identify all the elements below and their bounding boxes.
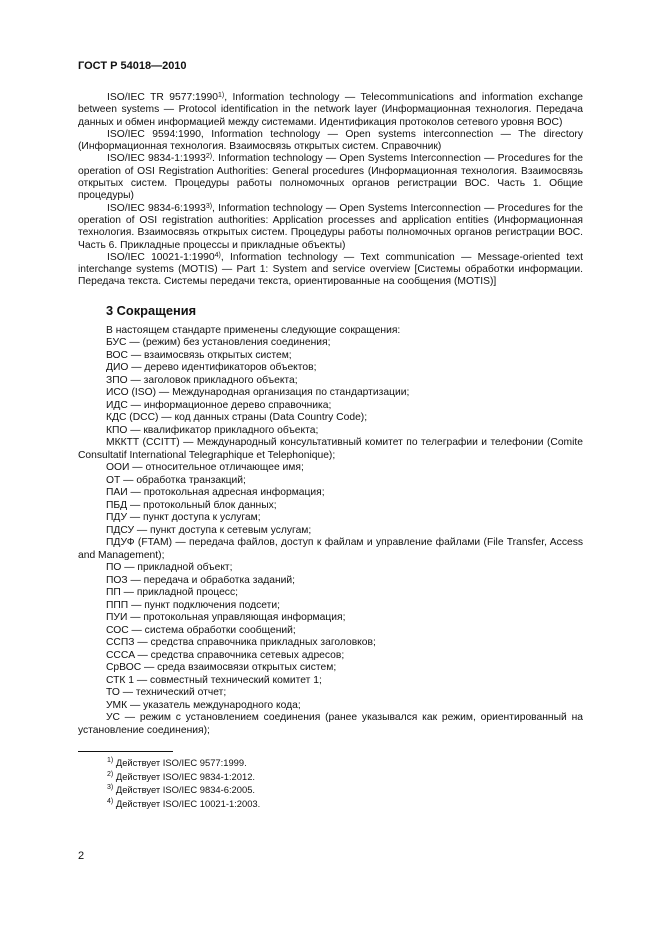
abbreviation-item: ПБД — протокольный блок данных; <box>106 499 277 511</box>
abbreviation-item: ПО — прикладной объект; <box>106 562 233 574</box>
abbreviation-item: ППП — пункт подключения подсети; <box>106 599 280 611</box>
abbreviation-item: СТК 1 — совместный технический комитет 1; <box>106 674 322 686</box>
abbreviation-item: ИСО (ISO) — Международная организация по стандартизации; <box>106 387 410 399</box>
abbreviation-item: ПП — прикладной процесс; <box>106 587 238 599</box>
abbreviation-item: БУС — (режим) без установления соединения; <box>106 337 331 349</box>
abbreviation-item: ДИО — дерево идентификаторов объектов; <box>106 362 317 374</box>
abbreviation-item: ЗПО — заголовок прикладного объекта; <box>106 374 298 386</box>
abbreviation-item: ССCA — средства справочника сетевых адресов; <box>106 649 345 661</box>
reference-item: ISO/IEC 9594:1990, Information technology — Open systems interconnection — The directory (Информационная технология. Взаимосвязь открытых систем. Справочник) <box>78 128 583 153</box>
reference-item: ISO/IEC 9834-1:1993$^{2)}$. Information technology — Open Systems Interconnection — Procedures for the operation of OSI Registration Authorities: General procedures (Информационная технология. Взаимосвязь открытых систем. Процедуры работы полномочных органов регистрации ВОС. Часть 1. Общие процедуры) <box>78 153 583 202</box>
reference-item: ISO/IEC 10021-1:1990$^{4)}$, Information technology — Text communication — Message-oriented text interchange systems (MOTIS) — Part 1: System and service overview [Системы обработки информации. Передача текста. Системы передачи текста, ориентированные на сообщения (MOTIS)] <box>78 251 583 288</box>
abbreviation-item: ОТ — обработка транзакций; <box>106 474 246 486</box>
page-content <box>78 92 583 811</box>
abbreviation-item: УС — режим с установлением соединения (ранее указывался как режим, ориентированный на установление соединения); <box>78 712 583 736</box>
abbreviation-item: МККТТ (CCITT) — Международный консультативный комитет по телеграфии и телефонии (Comite Consultatif International Telegraphique et Telephonique); <box>78 437 583 461</box>
abbreviation-item: СОС — система обработки сообщений; <box>106 624 296 636</box>
footnote-item: $^{4)}$ Действует ISO/IEC 10021-1:2003. <box>107 798 261 810</box>
abbreviations-intro: В настоящем стандарте применены следующие сокращения: <box>106 324 401 336</box>
section-title: 3 Сокращения <box>106 302 197 318</box>
abbreviation-item: ПОЗ — передача и обработка заданий; <box>106 574 295 586</box>
abbreviation-item: ООИ — относительное отличающее имя; <box>106 462 304 474</box>
abbreviation-item: ИДС — информационное дерево справочника; <box>106 399 332 411</box>
reference-item: ISO/IEC 9834-6:1993$^{3)}$, Information technology — Open Systems Interconnection — Procedures for the operation of OSI registration authorities: Application processes and application entities (Информационная технология. Взаимосвязь открытых систем. Процедуры работы полномочных органов регистрации ВОС. Часть 6. Прикладные процессы и прикладные объекты) <box>78 202 583 251</box>
abbreviations-list <box>78 325 583 738</box>
abbreviation-item: ПДУФ (FTAM) — передача файлов, доступ к файлам и управление файлами (File Transfer, Access and Management); <box>78 537 583 561</box>
abbreviation-item: КПО — квалификатор прикладного объекта; <box>106 424 319 436</box>
abbreviation-item: СрВОС — среда взаимосвязи открытых систем; <box>106 662 337 674</box>
abbreviation-item: ПДУ — пункт доступа к услугам; <box>106 512 261 524</box>
document-header: ГОСТ Р 54018—2010 <box>78 60 187 72</box>
abbreviation-item: ССПЗ — средства справочника прикладных заголовков; <box>106 637 376 649</box>
abbreviation-item: ПУИ — протокольная управляющая информация; <box>106 612 346 624</box>
abbreviation-item: УМК — указатель международного кода; <box>106 699 301 711</box>
footnotes <box>78 751 583 810</box>
abbreviation-item: ВОС — взаимосвязь открытых систем; <box>106 349 292 361</box>
page-number: 2 <box>78 850 85 862</box>
footnote-item: $^{3)}$ Действует ISO/IEC 9834-6:2005. <box>107 784 256 796</box>
reference-item: ISO/IEC TR 9577:1990$^{1)}$, Information technology — Telecommunications and information exchange between systems — Protocol identification in the network layer (Информационная технология. Передача данных и обмен информацией между системами. Идентификация протоколов сетевого уровня ВОС) <box>78 92 583 128</box>
abbreviation-item: ПДСУ — пункт доступа к сетевым услугам; <box>106 524 312 536</box>
abbreviation-item: ТО — технический отчет; <box>106 687 227 699</box>
abbreviation-item: КДС (DCC) — код данных страны (Data Country Code); <box>106 412 368 424</box>
footnote-item: $^{1)}$ Действует ISO/IEC 9577:1999. <box>107 757 247 769</box>
references-list <box>78 92 583 289</box>
footnote-item: $^{2)}$ Действует ISO/IEC 9834-1:2012. <box>107 770 256 782</box>
abbreviation-item: ПАИ — протокольная адресная информация; <box>106 487 325 499</box>
footnote-divider <box>78 751 173 752</box>
